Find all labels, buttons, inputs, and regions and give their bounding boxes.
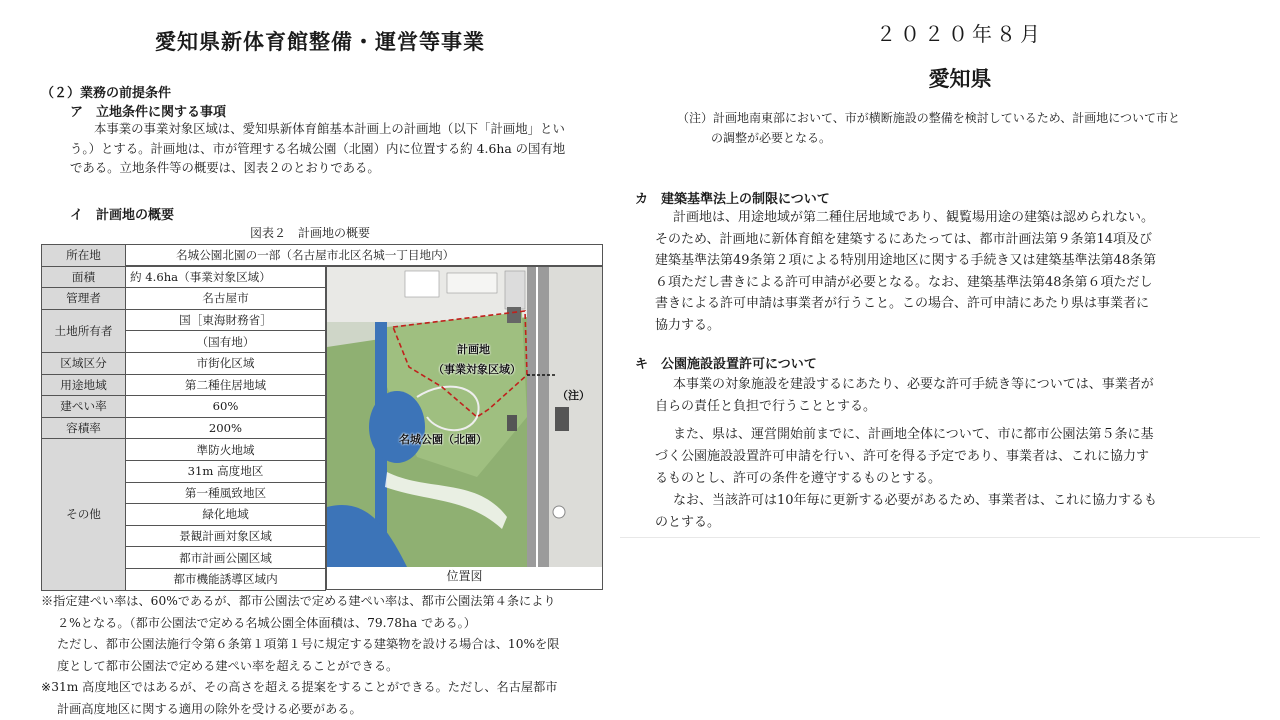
document-org: 愛知県	[928, 67, 992, 91]
table-label: 管理者	[42, 288, 126, 310]
paragraph-ka-line: ６項ただし書きによる許可申請が必要となる。なお、建築基準法第48条第６項ただし	[655, 274, 1153, 290]
paragraph-ki-line: 自らの責任と負担で行うこととする。	[655, 399, 877, 414]
table-row	[42, 266, 326, 288]
divider	[620, 537, 1260, 538]
map-label-site-sub: （事業対象区域）	[433, 363, 521, 376]
paragraph-ki-line: なお、当該許可は10年毎に更新する必要があるため、事業者は、これに協力するも	[673, 493, 1158, 508]
table-row	[42, 352, 326, 374]
table-row	[42, 439, 326, 461]
table-label: 所在地	[42, 245, 126, 267]
paragraph-a-line: である。立地条件等の概要は、図表２のとおりである。	[70, 160, 380, 175]
paragraph-ki-line: づく公園施設設置許可申請を行い、許可を得る予定であり、事業者は、これに協力す	[655, 449, 1150, 464]
paragraph-ki-line: るものとし、許可の条件を遵守するものとする。	[655, 471, 942, 486]
paragraph-ka-line: 計画地は、用途地域が第二種住居地域であり、観覧場用途の建築は認められない。	[673, 210, 1155, 225]
section2-heading: （２）業務の前提条件	[41, 86, 172, 101]
footnote-line: ※31m 高度地区ではあるが、その高さを超える提案をすることができる。ただし、名古屋都市	[41, 680, 558, 694]
table-value: 市街化区域	[126, 352, 326, 374]
paragraph-ki-line: また、県は、運営開始前までに、計画地全体について、市に都市公園法第５条に基	[673, 427, 1154, 442]
table-row	[42, 374, 326, 396]
footnote-line: ２%となる。（都市公園法で定める名城公園全体面積は、79.78ha である。）	[57, 615, 476, 630]
paragraph-ki-line: のとする。	[655, 515, 721, 530]
table-row	[42, 309, 326, 331]
paragraph-ka	[655, 207, 1156, 336]
table-value: （国有地）	[126, 331, 326, 353]
table-value: 準防火地域	[126, 439, 326, 461]
site-info-table	[41, 244, 326, 591]
map-label-note: （注）	[557, 389, 590, 402]
heading-a: ア 立地条件に関する事項	[70, 105, 227, 120]
paragraph-ki-line: 本事業の対象施設を建設するにあたり、必要な許可手続き等については、事業者が	[673, 377, 1154, 392]
table-label: 容積率	[42, 417, 126, 439]
table-value: 都市機能誘導区域内	[126, 568, 326, 590]
table-value: 国［東海財務省］	[126, 309, 326, 331]
location-value: 名城公園北園の一部（名古屋市北区名城一丁目地内）	[125, 244, 603, 266]
table-row	[42, 417, 326, 439]
table-value: 景観計画対象区域	[126, 525, 326, 547]
table-label-other: その他	[42, 439, 126, 590]
table-label: 土地所有者	[42, 309, 126, 352]
table-value: 名古屋市	[126, 288, 326, 310]
footnote-line: 度として都市公園法で定める建ぺい率を超えることができる。	[57, 658, 399, 673]
paragraph-ka-line: 建築基準法第49条第２項による特別用途地区に関する手続き又は建築基準法第48条第	[655, 253, 1157, 268]
map-note	[677, 108, 1180, 148]
table-row	[42, 396, 326, 418]
paragraph-a-line: 本事業の事業対象区域は、愛知県新体育館基本計画上の計画地（以下「計画地」とい	[94, 121, 565, 136]
table-label: 面積	[42, 266, 126, 288]
map-illustration	[327, 267, 602, 567]
heading-i: イ 計画地の概要	[70, 208, 175, 223]
paragraph-ka-line: 協力する。	[655, 317, 721, 333]
footnote-line: ただし、都市公園法施行令第６条第１項第１号に規定する建築物を設ける場合は、10%を限	[57, 637, 560, 651]
table-value: 都市計画公園区域	[126, 547, 326, 569]
footnotes	[41, 591, 559, 720]
location-map	[326, 266, 603, 590]
table-value: 第二種住居地域	[126, 374, 326, 396]
table-value: 第一種風致地区	[126, 482, 326, 504]
table-label: 区域区分	[42, 352, 126, 374]
table-value: 緑化地域	[126, 504, 326, 526]
table-value: 約 4.6ha（事業対象区域）	[126, 266, 326, 288]
table-value: 31m 高度地区	[126, 460, 326, 482]
footnote-line: 計画高度地区に関する適用の除外を受ける必要がある。	[57, 701, 362, 716]
heading-ka: カ 建築基準法上の制限について	[635, 192, 830, 207]
map-label-site: 計画地	[457, 343, 490, 356]
map-caption: 位置図	[446, 569, 483, 583]
paragraph-a-line: う。）とする。計画地は、市が管理する名城公園（北園）内に位置する約 4.6ha の国有地	[70, 140, 566, 156]
heading-ki: キ 公園施設設置許可について	[635, 357, 817, 372]
table-value: 60%	[126, 396, 326, 418]
table-label: 用途地域	[42, 374, 126, 396]
paragraph-a	[70, 119, 565, 178]
paragraph-ka-line: 書きによる許可申請は事業者が行うこと。この場合、許可申請にあたり県は事業者に	[655, 296, 1150, 311]
table-value: 200%	[126, 417, 326, 439]
map-note-line: （注）計画地南東部において、市が横断施設の整備を検討しているため、計画地について市と	[677, 111, 1181, 125]
paragraph-ki	[655, 374, 1157, 534]
figure-caption: 図表２ 計画地の概要	[249, 226, 370, 240]
document-date: ２０２０年８月	[876, 22, 1044, 46]
map-note-line: の調整が必要となる。	[711, 131, 832, 145]
table-row	[42, 288, 326, 310]
paragraph-ka-line: そのため、計画地に新体育館を建築するにあたっては、都市計画法第９条第14項及び	[655, 231, 1153, 247]
footnote-line: ※指定建ぺい率は、60%であるが、都市公園法で定める建ぺい率は、都市公園法第４条により	[41, 594, 556, 608]
table-label: 建ぺい率	[42, 396, 126, 418]
map-label-park: 名城公園（北園）	[399, 433, 487, 446]
document-title: 愛知県新体育館整備・運営等事業	[155, 29, 485, 54]
